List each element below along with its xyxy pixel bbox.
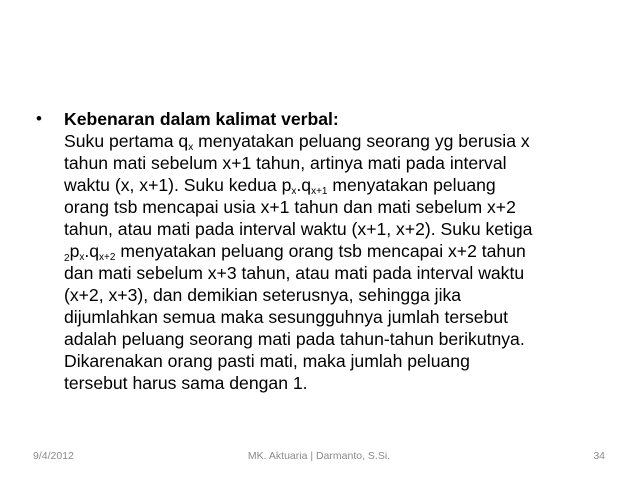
bullet-heading: Kebenaran dalam kalimat verbal: — [64, 109, 339, 129]
paragraph-line: tahun, atau mati pada interval waktu (x+1, x+2). Suku ketiga — [64, 219, 533, 239]
paragraph-line: (x+2, x+3), dan demikian seterusnya, sehingga jika — [64, 285, 462, 305]
paragraph-line: tersebut harus sama dengan 1. — [64, 373, 308, 393]
prescript: 2 — [64, 253, 70, 264]
bullet-icon: • — [36, 109, 42, 128]
text-run: Suku pertama q — [64, 131, 189, 151]
paragraph-line — [64, 174, 606, 196]
paragraph — [36, 130, 606, 394]
subscript: x — [188, 142, 194, 153]
paragraph-line: Dikarenakan orang pasti mati, maka jumlah peluang — [64, 351, 470, 371]
paragraph-line — [64, 240, 606, 262]
text-run: p — [69, 241, 80, 261]
paragraph-line: orang tsb mencapai usia x+1 tahun dan mati sebelum x+2 — [64, 197, 516, 217]
subscript: x+1 — [311, 186, 328, 197]
text-run: .q — [296, 175, 312, 195]
page-number: 34 — [593, 450, 605, 462]
subscript: x+2 — [99, 252, 116, 263]
bullet-block — [36, 108, 606, 394]
paragraph-line: dan mati sebelum x+3 tahun, atau mati pada interval waktu — [64, 263, 525, 283]
slide-footer — [0, 450, 638, 466]
subscript: x — [79, 252, 85, 263]
text-run: .q — [84, 241, 100, 261]
paragraph-line — [64, 130, 606, 152]
paragraph-line: dijumlahkan semua maka sesungguhnya jumlah tersebut — [64, 307, 509, 327]
text-run: menyatakan peluang — [327, 175, 496, 195]
bullet-heading-line — [36, 108, 606, 130]
text-run: waktu (x, x+1). Suku kedua p — [64, 175, 292, 195]
footer-title: MK. Aktuaria | Darmanto, S.Si. — [247, 450, 391, 462]
paragraph-line: adalah peluang seorang mati pada tahun-tahun berikutnya. — [64, 329, 525, 349]
text-run: menyatakan peluang orang tsb mencapai x+2 tahun — [115, 241, 526, 261]
subscript: x — [291, 186, 297, 197]
text-run: menyatakan peluang seorang yg berusia x — [193, 131, 530, 151]
footer-date: 9/4/2012 — [33, 450, 74, 462]
paragraph-line: tahun mati sebelum x+1 tahun, artinya mati pada interval — [64, 153, 507, 173]
